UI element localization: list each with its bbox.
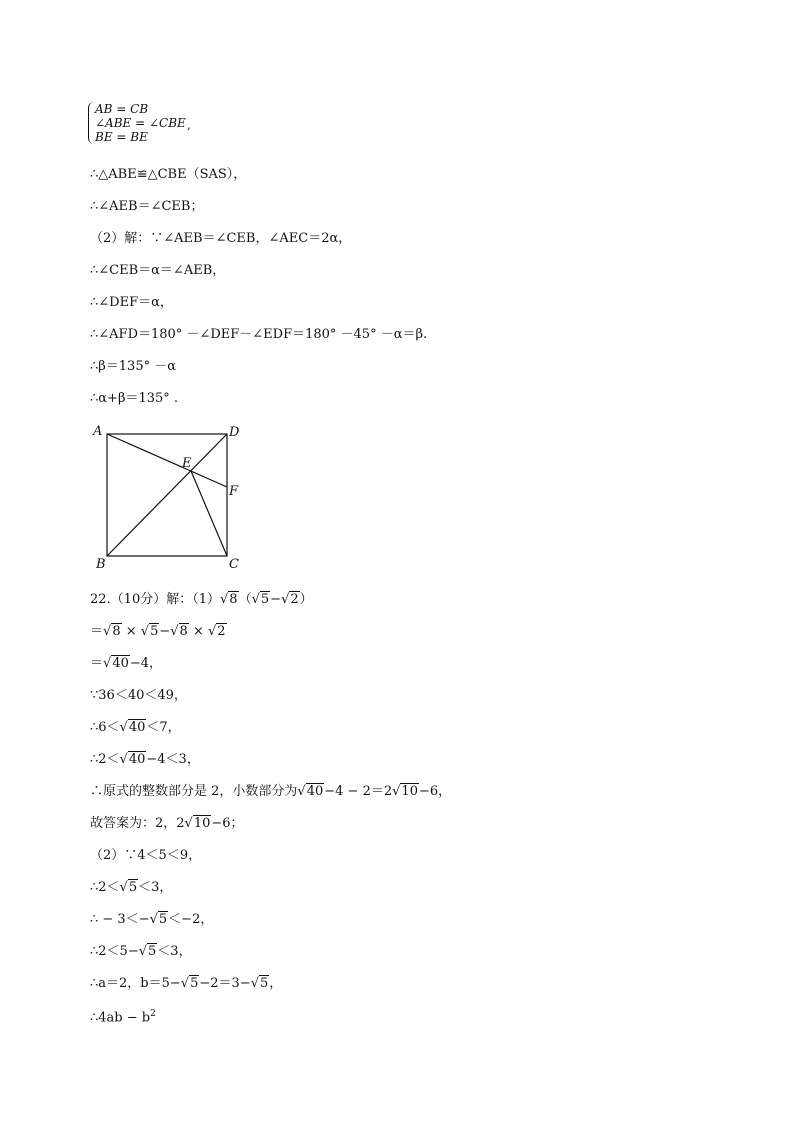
sqrt: √40 (119, 752, 146, 767)
q22-line (90, 944, 192, 960)
text: ＜3， (138, 880, 173, 895)
sqrt: √5 (250, 976, 269, 991)
text: ∴2＜ (90, 752, 120, 767)
text: ∴4ab − b (90, 1010, 151, 1026)
text: ∴原式的整数部分是 2，小数部分为 (90, 784, 298, 799)
sqrt: √5 (251, 592, 270, 607)
q22-line (90, 624, 227, 640)
text: −2＝3− (199, 976, 251, 991)
q22-line (90, 784, 451, 800)
proof-line: ∴∠DEF＝α， (90, 295, 173, 310)
q22-line (90, 976, 282, 992)
exponent: 2 (150, 1009, 156, 1019)
point-label-e: E (182, 456, 192, 471)
q22-line (90, 912, 213, 928)
sqrt: √5 (180, 976, 199, 991)
proof-line: ∴△ABE≌△CBE（SAS）， (90, 167, 247, 182)
text: −6； (211, 816, 244, 831)
q22-line: ∵36＜40＜49， (90, 688, 187, 703)
system-row: BE = BE (95, 130, 148, 144)
sqrt: √5 (119, 880, 138, 895)
system-comma: , (187, 118, 191, 132)
diagonal-bd (107, 434, 227, 556)
sqrt: √8 (170, 624, 188, 639)
times: × (188, 624, 208, 639)
text: ∴2＜5− (90, 944, 139, 959)
text: ＜−2， (168, 912, 214, 927)
point-label-a: A (93, 424, 103, 439)
point-label-b: B (96, 557, 106, 572)
segment-af (107, 434, 227, 487)
proof-line: ∴∠AEB＝∠CEB； (90, 199, 204, 214)
q22-line: （2）∵4＜5＜9， (90, 848, 202, 863)
paren: ） (299, 592, 313, 607)
text: ＜7， (146, 720, 181, 735)
q22-line (90, 880, 172, 896)
equals: ＝ (90, 624, 104, 639)
proof-line: ∴∠CEB＝α＝∠AEB， (90, 263, 226, 278)
point-label-f: F (229, 484, 239, 499)
q22-prefix: 22.（10分）解：（1） (90, 592, 220, 607)
text: ， (269, 976, 283, 991)
minus: − (159, 624, 171, 639)
q22-line (90, 752, 200, 768)
sqrt: √10 (392, 784, 418, 799)
q22-line (90, 656, 162, 672)
proof-line: （2）解：∵∠AEB＝∠CEB，∠AEC＝2α， (90, 231, 352, 246)
q22-line (90, 720, 181, 736)
point-label-c: C (229, 557, 239, 572)
q22-line (90, 592, 313, 608)
proof-line: ∴∠AFD＝180° －∠DEF－∠EDF＝180° －45° －α＝β. (90, 327, 428, 342)
sqrt: √10 (184, 816, 211, 831)
sqrt: √2 (281, 592, 299, 607)
times: × (121, 624, 141, 639)
system-row: ∠ABE = ∠CBE (95, 116, 186, 130)
point-label-d: D (229, 425, 240, 440)
text: ∴6＜ (90, 720, 120, 735)
sqrt: √2 (208, 624, 226, 639)
text: −4， (129, 656, 163, 671)
sqrt: √8 (220, 592, 238, 607)
text: ∴a＝2，b＝5− (90, 976, 181, 991)
minus: − (270, 592, 282, 607)
sqrt: √5 (140, 624, 159, 639)
sqrt: √5 (149, 912, 168, 927)
sqrt: √40 (119, 720, 146, 735)
paren: （ (238, 592, 252, 607)
text: −4 − 2＝2 (324, 784, 393, 799)
text: ＜3， (157, 944, 192, 959)
text: ∴2＜ (90, 880, 120, 895)
text: ∴ − 3＜− (90, 912, 150, 927)
equals: ＝ (90, 656, 104, 671)
proof-line: ∴α+β＝135° . (90, 391, 179, 406)
sqrt: √40 (297, 784, 324, 799)
segment-ec (191, 471, 227, 556)
system-row: AB = CB (95, 102, 149, 116)
text: −6， (418, 784, 452, 799)
proof-line: ∴β＝135° －α (90, 359, 177, 374)
q22-line (90, 1006, 156, 1026)
text: 故答案为：2，2 (90, 816, 185, 831)
text: −4＜3， (146, 752, 200, 767)
sqrt: √5 (138, 944, 157, 959)
q22-line (90, 816, 244, 832)
sqrt: √40 (103, 656, 129, 671)
sqrt: √8 (103, 624, 121, 639)
